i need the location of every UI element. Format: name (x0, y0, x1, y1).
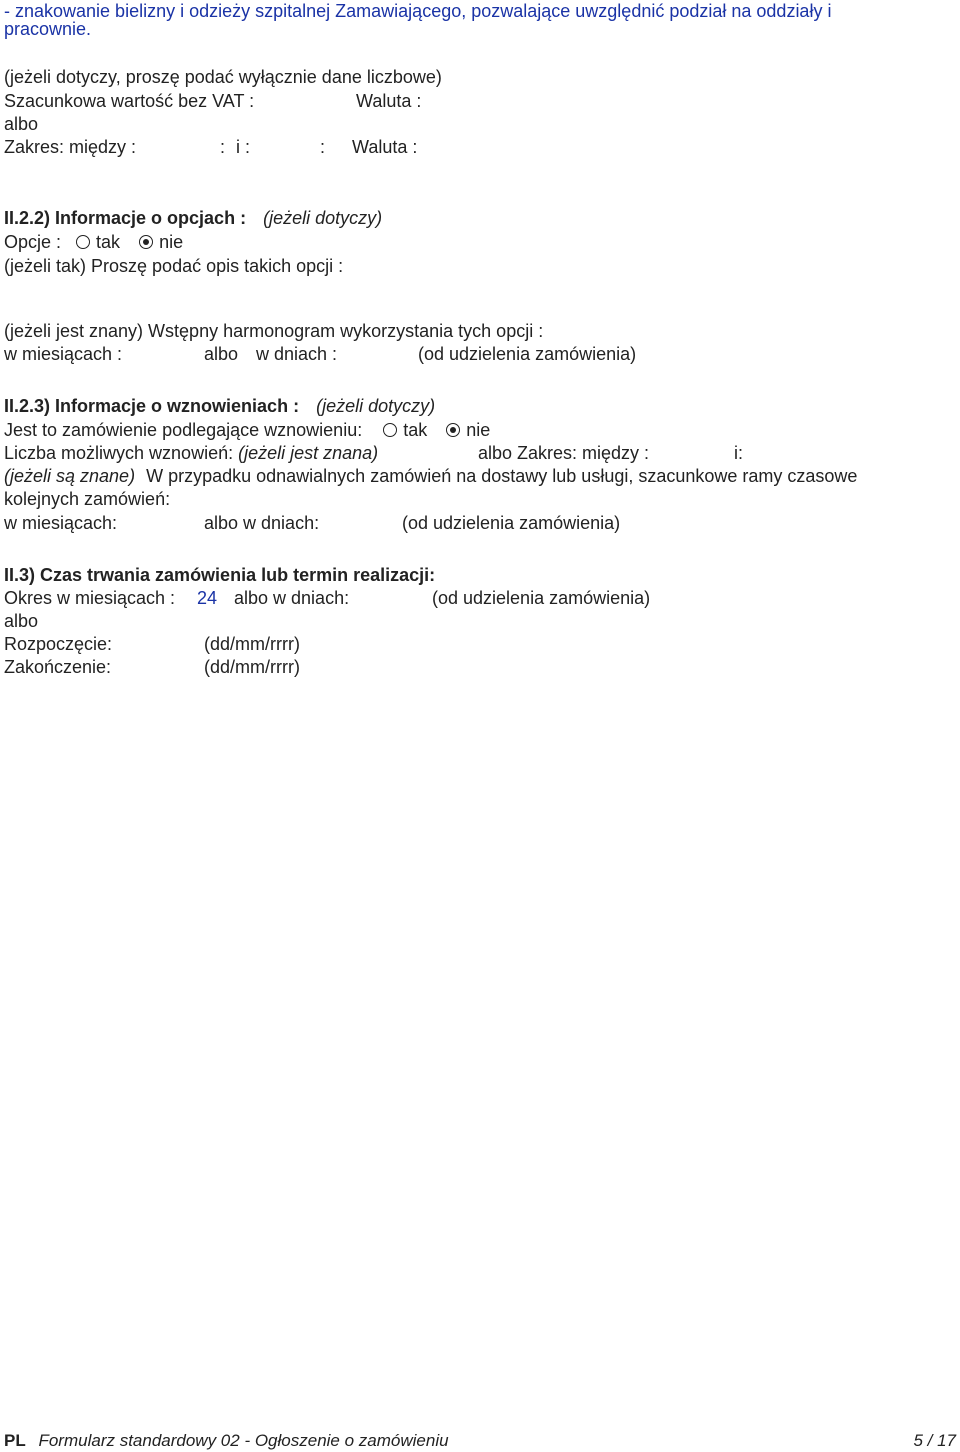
range-label: Zakres: między : (4, 137, 137, 157)
range-colon-2: : (320, 137, 326, 157)
renewals-months-label: w miesiącach: (4, 513, 118, 533)
renewals-heading-row (4, 395, 435, 417)
top-text-line2: pracownie. (4, 19, 92, 39)
duration-end-format: (dd/mm/rrrr) (204, 657, 300, 677)
renewals-desc-line2: kolejnych zamówień: (4, 489, 171, 509)
duration-months-value: 24 (197, 588, 218, 608)
range-colon: : (220, 137, 226, 157)
footer-lang: PL (4, 1431, 26, 1450)
renewals-no-radio[interactable]: nie (446, 420, 490, 440)
range-and-label: i : (236, 137, 251, 157)
footer-form-title: Formularz standardowy 02 - Ogłoszenie o zamówieniu (38, 1431, 449, 1450)
renewals-yes-radio[interactable]: tak (383, 420, 427, 440)
renewals-count-row (4, 442, 378, 464)
options-heading: II.2.2) Informacje o opcjach : (4, 208, 247, 228)
renewals-and-label: i: (734, 443, 743, 463)
renewals-radio-row (4, 419, 490, 441)
options-heading-row (4, 207, 382, 229)
radio-checked-icon (139, 235, 153, 249)
options-desc-label: (jeżeli tak) Proszę podać opis takich opcji : (4, 256, 344, 276)
duration-or-days: albo w dniach: (234, 588, 350, 608)
options-months-label: w miesiącach : (4, 344, 123, 364)
options-schedule-label: (jeżeli jest znany) Wstępny harmonogram wykorzystania tych opcji : (4, 321, 544, 341)
options-heading-note: (jeżeli dotyczy) (263, 208, 383, 228)
radio-checked-icon (446, 423, 460, 437)
footer-page-number: 5 / 17 (913, 1431, 956, 1450)
duration-start-label: Rozpoczęcie: (4, 634, 113, 654)
renewals-known-note: (jeżeli są znane) (4, 466, 136, 486)
duration-months-label: Okres w miesiącach : (4, 588, 176, 608)
options-no-radio[interactable]: nie (139, 232, 183, 252)
options-or: albo (204, 344, 239, 364)
duration-start-format: (dd/mm/rrrr) (204, 634, 300, 654)
options-days-label: w dniach : (256, 344, 338, 364)
estimate-label: Szacunkowa wartość bez VAT : (4, 91, 255, 111)
currency-label: Waluta : (356, 91, 422, 111)
renewals-label: Jest to zamówienie podlegające wznowieniu: (4, 420, 363, 440)
duration-or: albo (4, 611, 39, 631)
radio-unchecked-icon (76, 235, 90, 249)
radio-unchecked-icon (383, 423, 397, 437)
renewals-heading-note: (jeżeli dotyczy) (316, 396, 436, 416)
page-footer (4, 1430, 956, 1452)
duration-heading: II.3) Czas trwania zamówienia lub termin realizacji: (4, 565, 436, 585)
top-text-line1: - znakowanie bielizny i odzieży szpitalnej Zamawiającego, pozwalające uwzględnić podział na oddziały i (4, 1, 832, 21)
duration-from-award: (od udzielenia zamówienia) (432, 588, 651, 608)
note-numeric: (jeżeli dotyczy, proszę podać wyłącznie dane liczbowe) (4, 67, 442, 87)
renewals-or-days: albo w dniach: (204, 513, 320, 533)
renewals-heading: II.2.3) Informacje o wznowieniach : (4, 396, 300, 416)
options-label: Opcje : (4, 232, 62, 252)
or-text: albo (4, 114, 39, 134)
renewals-or-range: albo Zakres: między : (478, 443, 650, 463)
renewals-count-note: (jeżeli jest znana) (238, 443, 379, 463)
renewals-from-award: (od udzielenia zamówienia) (402, 513, 621, 533)
renewals-desc-row (4, 465, 857, 487)
duration-end-label: Zakończenie: (4, 657, 112, 677)
renewals-desc-line1: W przypadku odnawialnych zamówień na dostawy lub usługi, szacunkowe ramy czasowe (146, 466, 858, 486)
renewals-count-label: Liczba możliwych wznowień: (4, 443, 234, 463)
options-from-award: (od udzielenia zamówienia) (418, 344, 637, 364)
currency-label-2: Waluta : (352, 137, 418, 157)
options-yes-radio[interactable]: tak (76, 232, 120, 252)
options-radio-row (4, 231, 183, 253)
